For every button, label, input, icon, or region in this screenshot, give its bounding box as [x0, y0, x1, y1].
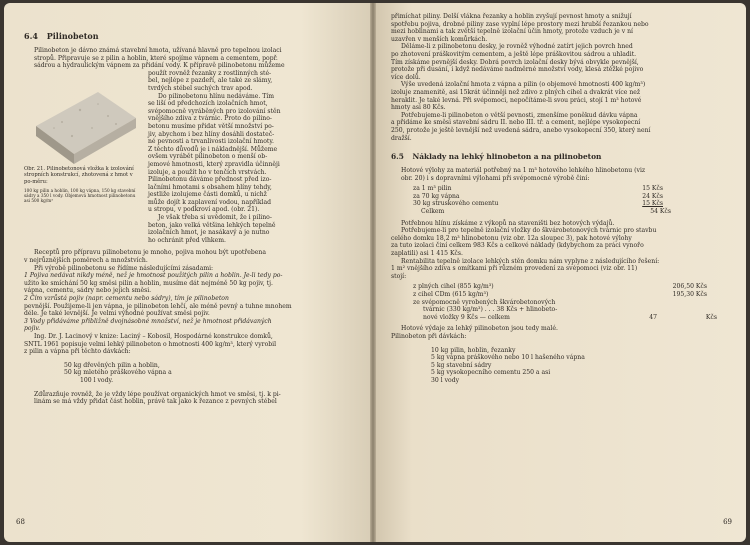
list-item: 100 l vody. — [80, 376, 114, 384]
text-line: obr. 20) i s dopravními výlohami při svépomocné výrobě činí: — [401, 174, 590, 182]
text-line: 1 m² vnějšího zdiva s omítkami při různém provedení za svépomoci (viz obr. 11) — [391, 265, 638, 273]
wall-cost: 195,30 Kčs — [672, 291, 707, 298]
left-page — [4, 3, 375, 542]
wall-cost: 206,50 Kčs — [672, 283, 707, 291]
table-row — [413, 306, 726, 314]
text-line: sádrou a hydraulickým vápnem za přidání vody. K přípravě pilinobetonu můžeme — [34, 62, 285, 70]
rule-3: 3 Vody přidáváme přibližně dvojnásobné množství, než je hmotnost přidávaných — [24, 317, 272, 325]
text-line: zaplatili) asi 1 415 Kčs. — [391, 250, 463, 258]
list-item: 30 l vody — [431, 376, 460, 384]
text-line: spotřebu pojiva, drobné piliny zase vyplní lépe prostory mezi hrubší řezankou nebo — [391, 20, 649, 28]
text-line: beton, jako velká většina lehkých tepelně — [148, 221, 276, 229]
text-line: jestliže izolujeme části domků, u nichž — [148, 191, 267, 199]
list-item: 5 kg stavební sádry — [431, 361, 492, 369]
table-row — [413, 291, 726, 299]
wall-cost-sum — [613, 291, 647, 299]
total-label: Celkem — [421, 208, 445, 216]
figure-caption-detail: 100 kg pilin a hoblin, 100 kg vápna, 150 kg stavební sádry a 350 l vody. Objemová hmotnost pilinobetonu asi 500 kg/m³ — [24, 188, 136, 204]
table-row — [413, 193, 726, 201]
text-line: užito ke smíchání 50 kg směsi pilin a hoblin, musíme dát nejméně 50 kg pojiv, tj. — [24, 279, 273, 287]
total-value: 54 Kčs — [650, 208, 671, 216]
paragraph-principles — [24, 249, 361, 355]
text-line: dražší. — [391, 134, 412, 142]
wrapped-text-column — [148, 70, 361, 245]
text-line: Výše uvedená izolační hmota z vápna a pilin (o objemové hmotnosti 400 kg/m³) — [401, 81, 646, 89]
text-line: betonu musíme přidat větší množství po- — [148, 122, 274, 130]
text-line: né pevnosti a trvanlivosti izolační hmoty. — [148, 138, 274, 146]
section-number: 6.5 — [391, 152, 404, 162]
paragraph-end — [24, 391, 361, 406]
text-line: z pilin a vápna při těchto dávkách: — [24, 348, 131, 356]
pilinobeton-block-image — [32, 88, 140, 168]
wall-cost-sum: 47 — [649, 313, 657, 321]
text-line: Pilinobetonu dáváme přednost před izo- — [148, 176, 272, 184]
table-row — [413, 314, 726, 322]
paragraph-continued — [391, 13, 726, 142]
text-line: Hotové výlohy za materiál potřebný na 1 m³ hotového lehkého hlinobetonu (viz — [401, 167, 646, 175]
rule-1: 1 Pojiva nedávat nikdy méně, než je hmotnost použitých pilin a hoblin. Je-li tedy po- — [24, 272, 283, 280]
cost-table-hlinobeton — [413, 185, 726, 215]
text-line: 250, protože je ještě levnější než uvedená sádra, anebo vysokopecní 350, který není — [391, 126, 651, 134]
text-line: stropů. Připravuje se z pilin a hoblin, které spojíme vápnem a cementem, popř. — [34, 54, 278, 62]
wall-type: z plných cihel (855 kg/m³) — [413, 283, 494, 291]
wall-cost: Kčs — [705, 313, 717, 321]
text-line: za tuto izolaci činí celkem 983 Kčs a celkové náklady (kdybychom za práci vynořo — [391, 242, 644, 250]
text-line: izolačních hmot, je nasákavý a je nutno — [148, 229, 270, 237]
text-line: uzavřen v menších komůrkách. — [391, 35, 488, 43]
text-line: Pilinobeton při dávkách: — [391, 332, 467, 340]
wall-cost-sum — [623, 306, 657, 314]
text-line: jiv, abychom i bez hlíny dosáhli dostateč- — [148, 130, 275, 138]
cost-table-walls — [413, 283, 726, 321]
text-line: Potřebujeme-li pro tepelně izolační vložky do škvárobetonových tvárnic pro stavbu — [401, 227, 657, 235]
recipe-list — [64, 362, 361, 385]
section-number: 6.4 — [24, 31, 38, 41]
text-line: Je však třeba si uvědomit, že i pilino- — [158, 214, 272, 222]
text-line: svépomocně vyráběných pro izolování stěn — [148, 107, 281, 115]
cost-value: 15 Kčs — [642, 200, 663, 208]
book-gutter — [370, 3, 376, 542]
text-line: bel, nejlépe z pazdeří, ale také ze slámy, — [148, 77, 273, 85]
text-line: Hotové výdaje za lehký pilinobeton jsou tedy malé. — [401, 325, 558, 333]
cost-item: 30 kg struskového cementu — [413, 200, 499, 208]
text-line: izoluje, a použít ho v tenčích vrstvách. — [148, 168, 267, 176]
wall-cost-sum — [613, 299, 647, 307]
text-line: protože při dusání, i když nedáváme nadměrné množství vody, klesá ztěžké pojivo — [391, 66, 644, 74]
list-item: 5 kg vápna práškového nebo 10 l hašeného vápna — [431, 354, 585, 362]
wall-cost-sum — [613, 283, 647, 291]
text-line: linám se má vždy přidat část hoblin, právě tak jako k řezance z pevných stébel — [34, 398, 277, 406]
text-line: může dojít k zaplavení vodou, například — [148, 198, 272, 206]
text-line: přimíchat piliny. Delší vlákna řezanky a hoblin zvyšují pevnost hmoty a snižují — [391, 13, 632, 20]
cost-value: 15 Kčs — [642, 185, 663, 193]
figure-21 — [24, 70, 142, 245]
section-heading-6-5 — [391, 152, 726, 161]
brick-illustration — [32, 88, 140, 158]
text-line: Receptů pro přípravu pilinobetonu je mnoho, pojiva mohou být upotřebena — [34, 249, 266, 257]
text-line: ho ochránit před vlhkem. — [148, 236, 226, 244]
text-line: u stropu, v podkroví apod. (obr. 21). — [148, 206, 260, 214]
text-line: ovšem vyrábět pilinobeton o menší ob- — [148, 153, 268, 161]
text-line: lačními hmotami s obsahem hlíny tehdy, — [148, 183, 272, 191]
text-line: se liší od předchozích izolačních hmot, — [148, 100, 268, 108]
text-line: mezi hoblinami a tak zvětší tepelně izolační účin hmoty, protože vzduch je v ní — [391, 28, 633, 36]
text-line: více dolů. — [391, 73, 421, 81]
right-page — [375, 3, 746, 542]
table-row — [413, 283, 726, 291]
wall-cost — [647, 299, 707, 307]
text-line: vápna, cementu, sádry nebo jejich směsi. — [24, 287, 152, 295]
list-item: 5 kg vysokopecního cementu 250 a asi — [431, 369, 551, 377]
text-line: a přidáme ke směsi stavební sádru II. nebo III. tř. a cement, nejlépe vysokopecní — [391, 119, 641, 127]
text-line: Rentabilita tepelně izolace lehkých stěn domku nám vyplyne z následujícího řešení: — [401, 257, 660, 265]
list-item: 10 kg pilin, hoblin, řezanky — [431, 346, 516, 354]
table-row — [413, 200, 726, 208]
text-line: Potřebujeme-li pilinobeton o větší pevnosti, zmenšíme poněkud dávku vápna — [401, 111, 638, 119]
wall-cost — [657, 306, 717, 314]
page-number: 68 — [16, 518, 25, 526]
text-line: Ing. Dr. J. Lacinový v knize: Laciný – Kobosil, Hospodárné konstrukce domků, — [34, 332, 273, 340]
wall-type: nové vložky 9 Kčs — celkem — [423, 313, 510, 321]
text-line: Tím získáme pevnější desky. Dobrá povrch izolační desky bývá obvykle pevnější, — [391, 58, 639, 66]
paragraph-intro — [24, 47, 361, 70]
table-row-total — [413, 208, 726, 216]
paragraph-costs — [391, 167, 726, 182]
text-line: déle. Je také levnější. Je velmi výhodné používat směsi pojiv. — [24, 310, 210, 318]
text-line: stojí: — [391, 272, 407, 280]
figure-wrap — [24, 70, 361, 245]
cost-item: za 1 m³ pilin — [413, 185, 452, 193]
list-item: 50 kg mletého práškového vápna a — [64, 369, 172, 377]
text-line: vnějšího zdiva z tvárnic. Proto do pilino- — [148, 115, 272, 123]
text-line: jemové hmotnosti, který zpravidla účinněji — [148, 160, 280, 168]
text-line: Zdůrazňuje rovněž, že je vždy lépe používat organických hmot ve směsi, tj. k pi- — [34, 390, 281, 398]
recipe-list-2 — [431, 347, 726, 385]
text-line: po zhotovení práškovitým cementem, a ještě lépe práškovitou sádrou a uhladit. — [391, 50, 637, 58]
text-line: tvrdých stébel suchých trav apod. — [148, 84, 253, 92]
text-line: hmoty asi 80 Kčs. — [391, 104, 446, 112]
table-row — [413, 299, 726, 307]
wall-type: tvárnic (330 kg/m³) . . . 38 Kčs + hlinobeto- — [423, 306, 558, 314]
rule-2: 2 Čím vzrůstá pojiv (napr. cementu nebo sádry), tím je pilinobeton — [24, 295, 229, 302]
text-line: celého domku 18,2 m³ hlinobetonu (viz obr. 12a sloupec 3), pak hotové výlohy — [391, 234, 632, 242]
text-line: Z těchto důvodů je i nákladnější. Můžeme — [148, 145, 278, 153]
section-title: Pilinobeton — [46, 31, 99, 41]
cost-value: 24 Kčs — [642, 192, 663, 200]
text-line: izoluje znamenitě, asi 15krát účinněji než zdivo z plných cihel a dvakrát více než — [391, 88, 641, 96]
paragraph-final — [391, 325, 726, 340]
cost-item: za 70 kg vápna — [413, 192, 460, 200]
text-line: Potřebnou hlínu získáme z výkopů na staveništi bez hotových výdajů. — [401, 219, 615, 227]
paragraph-rentability — [391, 220, 726, 281]
table-row — [413, 185, 726, 193]
page-number: 69 — [723, 518, 732, 526]
wall-type: ze svépomocně vyrobených škvárobetonových — [413, 298, 556, 306]
text-line: SNTL 1961 popisuje velmi lehký pilinobeton o hmotnosti 400 kg/m³, který vyrobil — [24, 340, 277, 348]
text-line: v nejrůznějších poměrech a množstvích. — [24, 257, 148, 265]
text-line: Při výrobě pilinobetonu se řídíme následujícími zásadami: — [34, 264, 214, 272]
text-line: Děláme-li z pilinobetonu desky, je rovněž výhodné zatírt jejich povrch hned — [401, 43, 633, 51]
text-line: Do pilinobetonu hlínu nedáváme. Tím — [158, 92, 275, 100]
wall-type: z cihel CDm (615 kg/m³) — [413, 291, 489, 298]
section-title: Náklady na lehký hlinobeton a na pilinobeton — [412, 152, 602, 162]
text-line: Pilinobeton je dávno známá stavební hmota, užívaná hlavně pro tepelnou izolaci — [34, 47, 282, 54]
list-item: 50 kg dřevěných pilin a hoblin, — [64, 361, 160, 369]
text-line: pojiv. — [24, 325, 41, 333]
text-line: pevnější. Použijeme-li jen vápna, je pilinobeton lehčí, ale méně pevný a tuhne mnohem — [24, 302, 292, 310]
text-line: použít rovněž řezanky z rostlinných sté- — [148, 69, 272, 77]
section-heading-6-4 — [24, 31, 361, 41]
figure-caption: Obr. 21. Pilinobetonová vložka k izolování stropních konstrukcí, zhotovená z hmot v po-měru: — [24, 165, 134, 185]
text-line: heraklit. Je také levná. Při svépomoci, nepočítáme-li svou práci, stojí 1 m³ hotové — [391, 96, 642, 104]
